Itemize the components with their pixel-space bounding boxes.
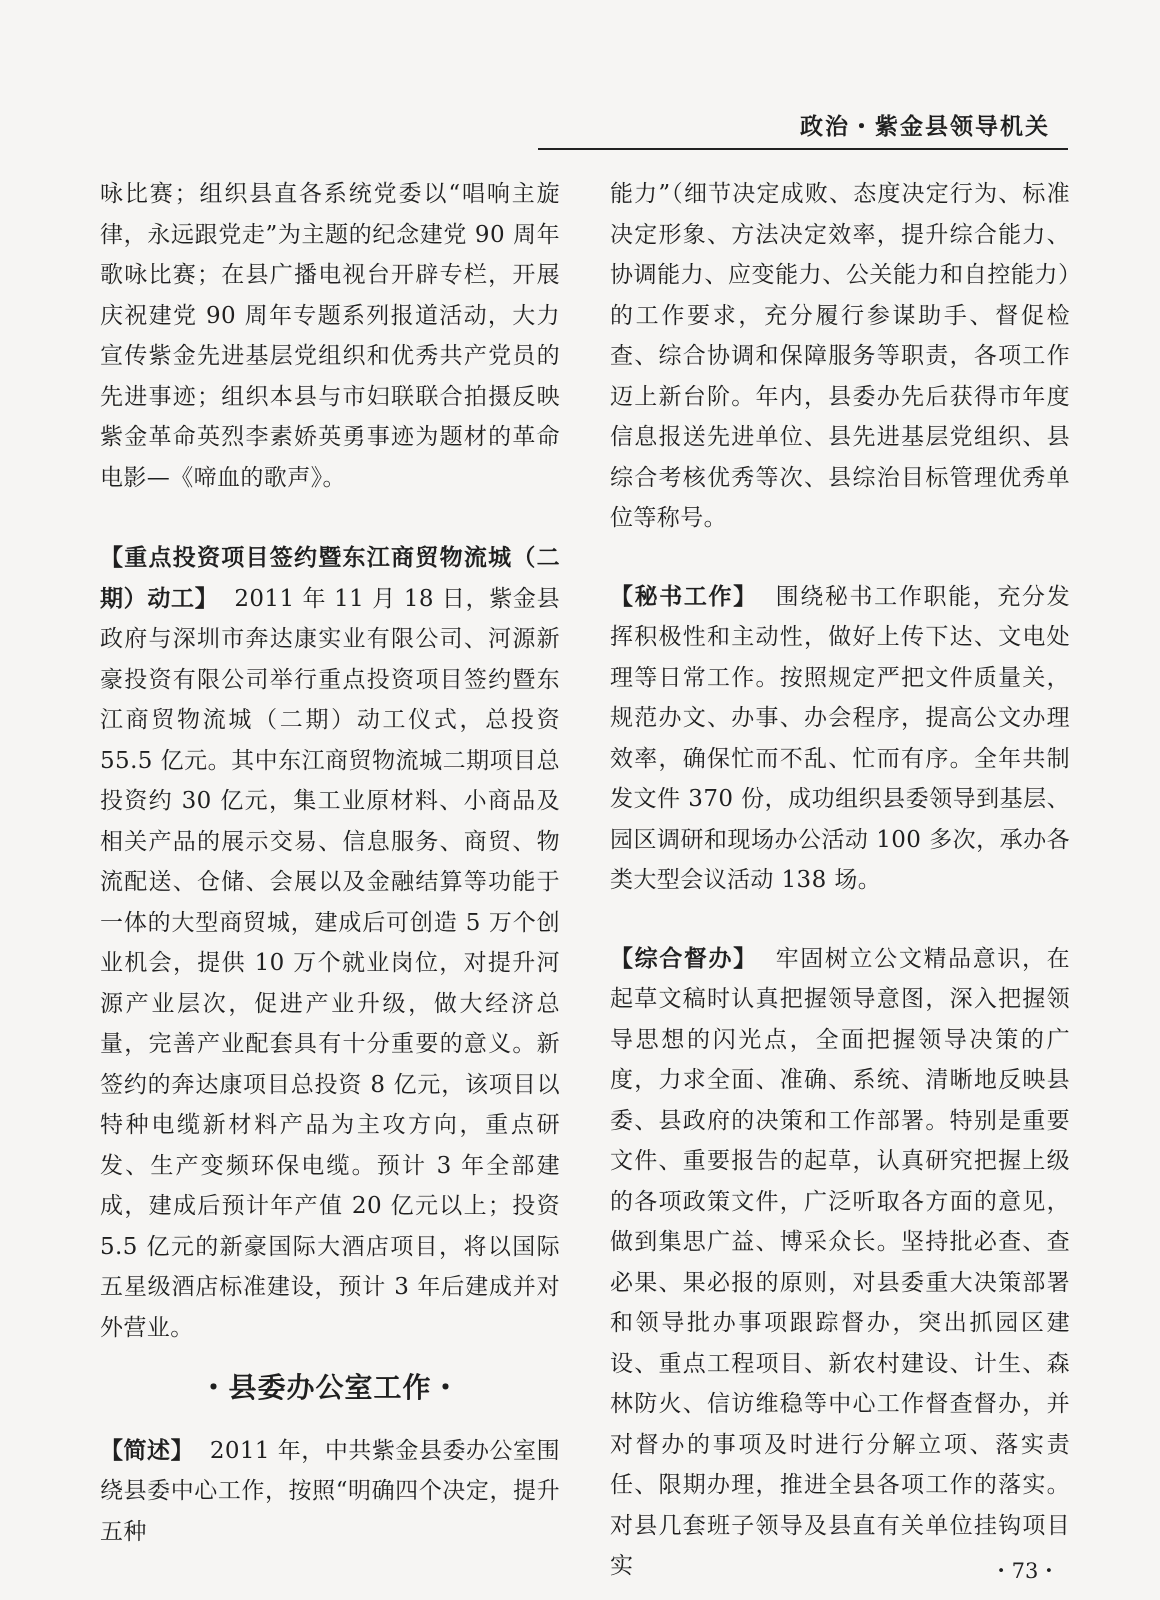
entry-overview — [100, 1431, 560, 1553]
page-number: ・73・ — [990, 1559, 1060, 1583]
entry-title: 【重点投资项目签约暨东江商贸物流城（二期）动工】 — [100, 544, 560, 612]
paragraph-continued: 能力”（细节决定成败、态度决定行为、标准决定形象、方法决定效率，提升综合能力、协调能力、应变能力、公关能力和自控能力）的工作要求，充分履行参谋助手、督促检查、综合协调和保障服务等职责，各项工作迈上新台阶。年内，县委办先后获得市年度信息报送先进单位、县先进基层党组织、县综合考核优秀等次、县综治目标管理优秀单位等称号。 — [610, 181, 1070, 531]
section-title: ・县委办公室工作・ — [199, 1371, 461, 1404]
entry-title: 【简述】 — [100, 1436, 195, 1464]
entry-investment-project — [100, 538, 560, 1348]
entry-secretary-work — [610, 577, 1070, 901]
entry-supervision — [610, 939, 1070, 1587]
running-header: 政治・紫金县领导机关 — [800, 113, 1050, 140]
header-rule — [538, 148, 1068, 150]
right-column — [610, 174, 1070, 1587]
entry-body: 2011 年，中共紫金县委办公室围绕县委中心工作，按照“明确四个决定，提升五种 — [100, 1437, 560, 1545]
entry-body: 牢固树立公文精品意识，在起草文稿时认真把握领导意图，深入把握领导思想的闪光点，全面把握领导决策的广度，力求全面、准确、系统、清晰地反映县委、县政府的决策和工作部署。特别是重要文件、重要报告的起草，认真研究把握上级的各项政策文件，广泛听取各方面的意见，做到集思广益、博采众长。坚持批必查、查必果、果必报的原则，对县委重大决策部署和领导批办事项跟踪督办，突出抓园区建设、重点工程项目、新农村建设、计生、森林防火、信访维稳等中心工作督查督办，并对督办的事项及时进行分解立项、落实责任、限期办理，推进全县各项工作的落实。对县几套班子领导及县直有关单位挂钩项目实 — [610, 945, 1070, 1579]
entry-title: 【秘书工作】 — [610, 582, 758, 610]
paragraph-song-contest: 咏比赛；组织县直各系统党委以“唱响主旋律，永远跟党走”为主题的纪念建党 90 周年歌咏比赛；在县广播电视台开辟专栏，开展庆祝建党 90 周年专题系列报道活动，大力宣传紫金先进基层党组织和优秀共产党员的先进事迹；组织本县与市妇联联合拍摄反映紫金革命英烈李素娇英勇事迹为题材的革命电影—《啼血的歌声》。 — [100, 181, 560, 491]
entry-title: 【综合督办】 — [610, 944, 758, 972]
left-column — [100, 174, 560, 1552]
entry-body: 围绕秘书工作职能，充分发挥积极性和主动性，做好上传下达、文电处理等日常工作。按照规定严把文件质量关，规范办文、办事、办会程序，提高公文办理效率，确保忙而不乱、忙而有序。全年共制发文件 370 份，成功组织县委领导到基层、园区调研和现场办公活动 100 多次，承办各类大型会议活动 138 场。 — [610, 583, 1070, 893]
entry-body: 2011 年 11 月 18 日，紫金县政府与深圳市奔达康实业有限公司、河源新豪投资有限公司举行重点投资项目签约暨东江商贸物流城（二期）动工仪式，总投资 55.5 亿元。其中东江商贸物流城二期项目总投资约 30 亿元，集工业原材料、小商品及相关产品的展示交易、信息服务、商贸、物流配送、仓储、会展以及金融结算等功能于一体的大型商贸城，建成后可创造 5 万个创业机会，提供 10 万个就业岗位，对提升河源产业层次，促进产业升级，做大经济总量，完善产业配套具有十分重要的意义。新签约的奔达康项目总投资 8 亿元，该项目以特种电缆新材料产品为主攻方向，重点研发、生产变频环保电缆。预计 3 年全部建成，建成后预计年产值 20 亿元以上；投资 5.5 亿元的新豪国际大酒店项目，将以国际五星级酒店标准建设，预计 3 年后建成并对外营业。 — [100, 585, 560, 1341]
